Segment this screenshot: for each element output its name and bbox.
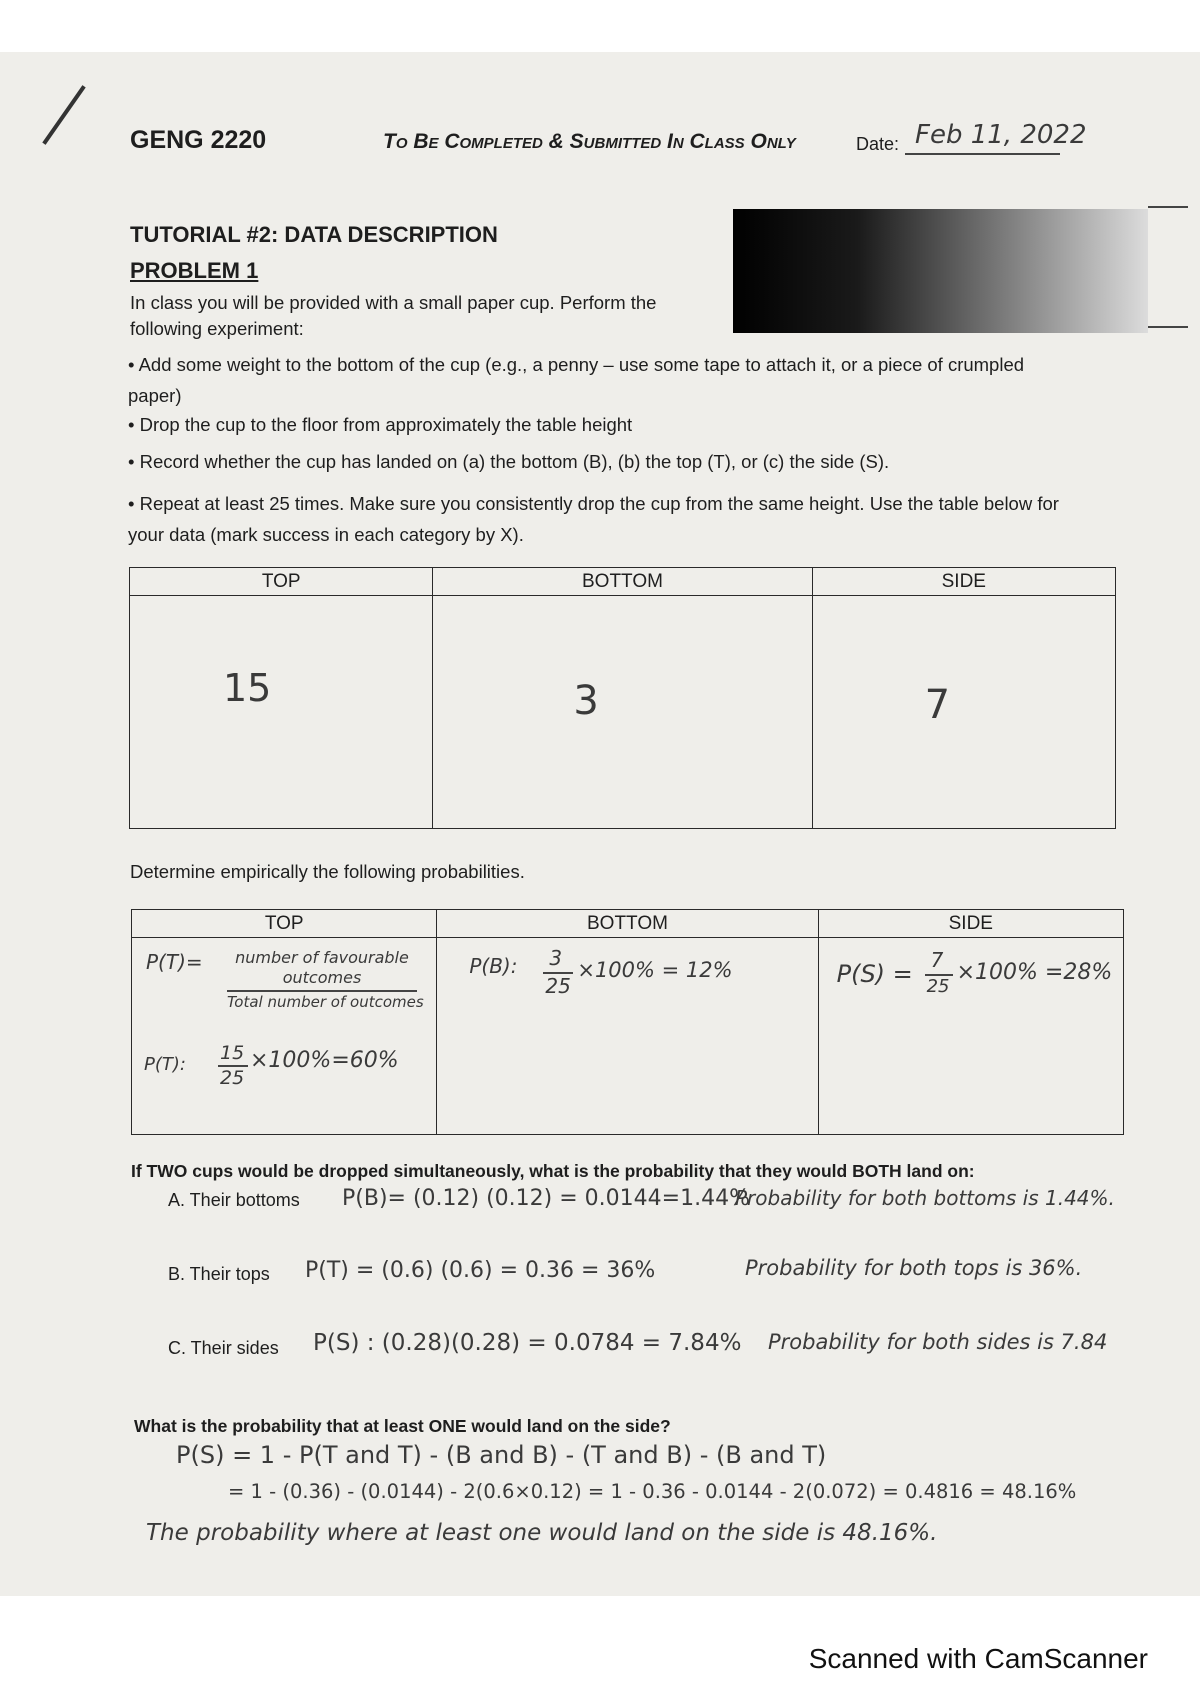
two-cups-question: If TWO cups would be dropped simultaneously, what is the probability that they would BOTH land on: [131, 1161, 975, 1181]
bottom-calc-lhs: P(B): [469, 954, 518, 978]
name-line [1148, 206, 1188, 208]
date-label: Date: [856, 134, 900, 154]
data-table [129, 567, 1116, 829]
redacted-name-block [733, 209, 1148, 333]
top-formula-denominator: Total number of outcomes [227, 993, 424, 1011]
problem-title: PROBLEM 1 [130, 258, 259, 283]
date-underline [905, 153, 1060, 155]
top-calc-lhs: P(T): [144, 1054, 186, 1075]
two-cups-a-label: A. Their bottoms [168, 1190, 300, 1210]
data-header-top: TOP [130, 568, 433, 596]
prob-header-top: TOP [132, 910, 437, 938]
two-cups-c-work: P(S) : (0.28)(0.28) = 0.0784 = 7.84% [313, 1330, 742, 1356]
top-calc-result: ×100%=60% [250, 1048, 399, 1073]
data-cell-top [130, 596, 433, 829]
side-calc-result: ×100% =28% [956, 960, 1113, 985]
tutorial-title: TUTORIAL #2: DATA DESCRIPTION [130, 222, 498, 247]
top-formula-bar [227, 990, 417, 992]
two-cups-b-answer: Probability for both tops is 36%. [745, 1256, 1083, 1280]
at-least-one-line-2: = 1 - (0.36) - (0.0144) - 2(0.6×0.12) = 1 - 0.36 - 0.0144 - 2(0.072) = 0.4816 = 48.16% [228, 1480, 1077, 1503]
bottom-calc-denominator: 25 [545, 974, 571, 998]
data-header-side: SIDE [812, 568, 1115, 596]
count-bottom: 3 [573, 678, 599, 724]
course-code: GENG 2220 [130, 126, 267, 154]
bullet-3: • Record whether the cup has landed on (a) the bottom (B), (b) the top (T), or (c) the side (S). [128, 451, 890, 472]
data-header-bottom: BOTTOM [433, 568, 812, 596]
bullet-1: • Add some weight to the bottom of the cup (e.g., a penny – use some tape to attach it, or a piece of crumpled paper) [128, 354, 1025, 406]
count-top: 15 [223, 666, 272, 710]
top-formula-lhs: P(T)= [146, 950, 203, 974]
id-line [1148, 326, 1188, 328]
bullet-4: • Repeat at least 25 times. Make sure you consistently drop the cup from the same height. Use the table below for your data (mark success in each category by X). [128, 493, 1059, 545]
probability-table [131, 909, 1124, 1135]
date-value: Feb 11, 2022 [915, 120, 1087, 150]
prob-header-side: SIDE [818, 910, 1123, 938]
data-cell-side [812, 596, 1115, 829]
at-least-one-question: What is the probability that at least ONE would land on the side? [134, 1416, 671, 1436]
side-calc-numerator: 7 [930, 948, 944, 972]
intro-text: In class you will be provided with a small paper cup. Perform the following experiment: [130, 292, 657, 339]
prob-cell-top [132, 938, 437, 1135]
two-cups-a-work: P(B)= (0.12) (0.12) = 0.0144=1.44% [342, 1186, 750, 1211]
prob-cell-side [818, 938, 1123, 1135]
prob-header-bottom: BOTTOM [437, 910, 818, 938]
camscanner-footer: Scanned with CamScanner [808, 1643, 1148, 1674]
bottom-calc-numerator: 3 [549, 946, 563, 970]
at-least-one-line-1: P(S) = 1 - P(T and T) - (B and B) - (T and B) - (B and T) [176, 1441, 827, 1469]
two-cups-a-answer: Probability for both bottoms is 1.44%. [735, 1186, 1115, 1210]
bottom-calc-result: ×100% = 12% [577, 958, 733, 982]
data-cell-bottom [433, 596, 812, 829]
submission-notice: To Be Completed & Submitted In Class Only [383, 130, 796, 153]
two-cups-c-label: C. Their sides [168, 1338, 279, 1358]
side-calc-lhs: P(S) = [836, 960, 913, 988]
top-calc-denominator: 25 [220, 1067, 245, 1089]
top-formula-numerator: number of favourable outcomes [235, 948, 409, 987]
top-calc-numerator: 15 [220, 1042, 245, 1064]
prob-cell-bottom [437, 938, 818, 1135]
two-cups-c-answer: Probability for both sides is 7.84 [768, 1330, 1108, 1354]
bullet-2: • Drop the cup to the floor from approximately the table height [128, 414, 633, 435]
two-cups-b-work: P(T) = (0.6) (0.6) = 0.36 = 36% [305, 1258, 656, 1283]
probability-section-label: Determine empirically the following probabilities. [130, 861, 525, 882]
at-least-one-line-3: The probability where at least one would land on the side is 48.16%. [146, 1520, 938, 1546]
side-calc-denominator: 25 [926, 976, 950, 997]
two-cups-b-label: B. Their tops [168, 1264, 270, 1284]
count-side: 7 [924, 682, 951, 728]
